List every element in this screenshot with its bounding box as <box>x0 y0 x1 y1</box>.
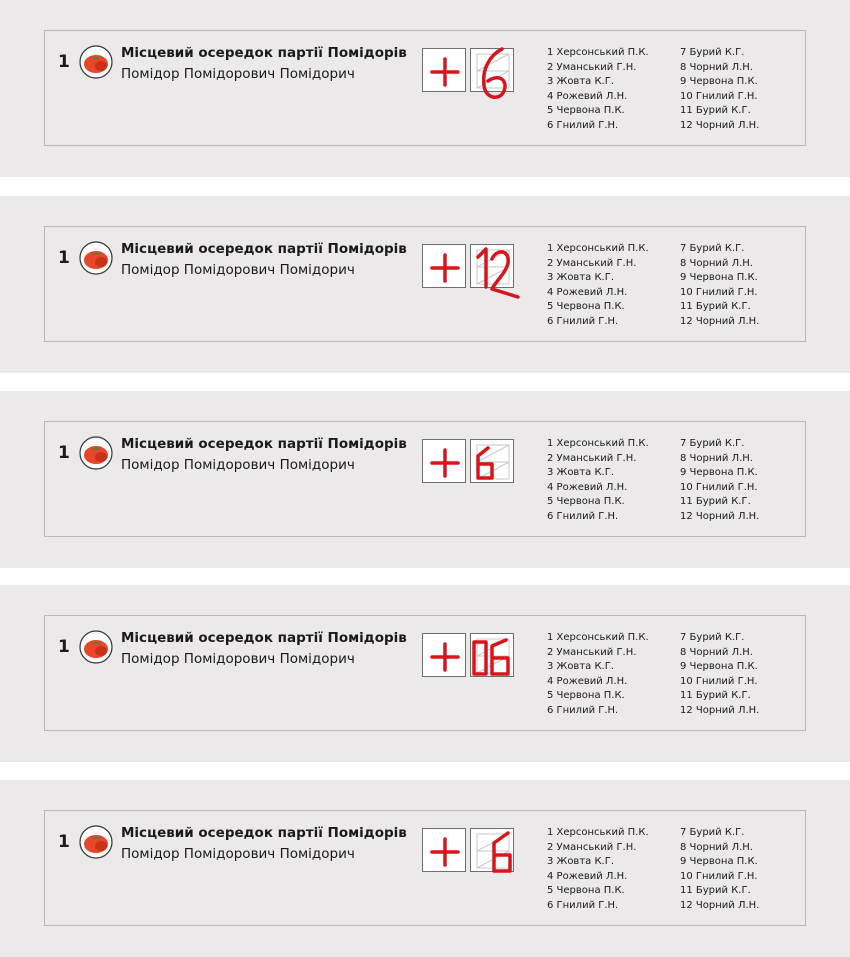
candidate-item: 3 Жовта К.Г. <box>547 272 615 284</box>
ballot-band-2 <box>0 196 850 373</box>
digit-template-grid <box>471 440 515 484</box>
candidate-name: Помідор Помідорович Помідорич <box>121 457 355 473</box>
number-entry-box[interactable] <box>470 244 514 288</box>
candidate-item: 3 Жовта К.Г. <box>547 856 615 868</box>
candidate-item: 9 Червона П.К. <box>680 467 758 479</box>
candidate-list-left <box>547 46 649 134</box>
candidate-item: 1 Херсонський П.К. <box>547 243 649 254</box>
number-entry-box[interactable] <box>470 439 514 483</box>
candidate-list-left <box>547 437 649 525</box>
candidate-item: 7 Бурий К.Г. <box>680 243 745 254</box>
candidate-item: 12 Чорний Л.Н. <box>680 704 760 716</box>
candidate-item: 10 Гнилий Г.Н. <box>680 90 758 102</box>
party-number: 1 <box>58 443 70 463</box>
candidate-item: 8 Чорний Л.Н. <box>680 257 753 269</box>
candidate-item: 12 Чорний Л.Н. <box>680 119 760 131</box>
candidate-item: 1 Херсонський П.К. <box>547 438 649 449</box>
candidate-name: Помідор Помідорович Помідорич <box>121 66 355 82</box>
party-title: Місцевий осередок партії Помідорів <box>121 241 407 257</box>
candidate-item: 7 Бурий К.Г. <box>680 632 745 643</box>
candidate-item: 7 Бурий К.Г. <box>680 438 745 449</box>
candidate-item: 4 Рожевий Л.Н. <box>547 286 628 298</box>
party-title: Місцевий осередок партії Помідорів <box>121 825 407 841</box>
candidate-item: 9 Червона П.К. <box>680 856 758 868</box>
ballot-band-1 <box>0 0 850 177</box>
candidate-item: 5 Червона П.К. <box>547 496 625 508</box>
candidate-name: Помідор Помідорович Помідорич <box>121 651 355 667</box>
candidate-item: 6 Гнилий Г.Н. <box>547 899 619 911</box>
candidate-item: 2 Уманський Г.Н. <box>547 841 637 853</box>
candidate-item: 4 Рожевий Л.Н. <box>547 675 628 687</box>
candidate-item: 10 Гнилий Г.Н. <box>680 481 758 493</box>
candidate-item: 8 Чорний Л.Н. <box>680 61 753 73</box>
candidate-item: 2 Уманський Г.Н. <box>547 452 637 464</box>
candidate-item: 3 Жовта К.Г. <box>547 467 615 479</box>
candidate-item: 3 Жовта К.Г. <box>547 76 615 88</box>
vote-mark-box[interactable] <box>422 244 466 288</box>
candidate-item: 5 Червона П.К. <box>547 690 625 702</box>
ballot-band-3 <box>0 391 850 568</box>
ballot-card <box>44 810 806 926</box>
tomato-icon <box>79 45 113 79</box>
tomato-icon <box>79 825 113 859</box>
candidate-item: 9 Червона П.К. <box>680 272 758 284</box>
candidate-item: 12 Чорний Л.Н. <box>680 899 760 911</box>
candidate-list-right <box>680 242 759 330</box>
vote-mark-box[interactable] <box>422 439 466 483</box>
candidate-item: 6 Гнилий Г.Н. <box>547 510 619 522</box>
tomato-icon <box>79 436 113 470</box>
number-entry-box[interactable] <box>470 828 514 872</box>
digit-template-grid <box>471 49 515 93</box>
ballot-card <box>44 226 806 342</box>
number-entry-box[interactable] <box>470 633 514 677</box>
candidate-name: Помідор Помідорович Помідорич <box>121 846 355 862</box>
candidate-list-right <box>680 437 759 525</box>
party-title: Місцевий осередок партії Помідорів <box>121 436 407 452</box>
candidate-list-left <box>547 631 649 719</box>
candidate-item: 10 Гнилий Г.Н. <box>680 286 758 298</box>
vote-mark-box[interactable] <box>422 828 466 872</box>
candidate-item: 9 Червона П.К. <box>680 661 758 673</box>
ballot-band-5 <box>0 780 850 957</box>
candidate-item: 9 Червона П.К. <box>680 76 758 88</box>
candidate-item: 10 Гнилий Г.Н. <box>680 870 758 882</box>
candidate-item: 8 Чорний Л.Н. <box>680 452 753 464</box>
candidate-item: 11 Бурий К.Г. <box>680 885 751 897</box>
candidate-item: 4 Рожевий Л.Н. <box>547 870 628 882</box>
candidate-item: 7 Бурий К.Г. <box>680 47 745 58</box>
ballot-card <box>44 30 806 146</box>
candidate-item: 6 Гнилий Г.Н. <box>547 704 619 716</box>
candidate-item: 3 Жовта К.Г. <box>547 661 615 673</box>
party-number: 1 <box>58 637 70 657</box>
vote-mark-box[interactable] <box>422 633 466 677</box>
candidate-item: 2 Уманський Г.Н. <box>547 257 637 269</box>
ballot-card <box>44 421 806 537</box>
candidate-item: 1 Херсонський П.К. <box>547 827 649 838</box>
ballot-band-4 <box>0 585 850 762</box>
candidate-list-right <box>680 631 759 719</box>
candidate-item: 5 Червона П.К. <box>547 885 625 897</box>
candidate-item: 1 Херсонський П.К. <box>547 632 649 643</box>
candidate-item: 5 Червона П.К. <box>547 105 625 117</box>
party-title: Місцевий осередок партії Помідорів <box>121 630 407 646</box>
digit-template-grid <box>471 634 515 678</box>
candidate-item: 2 Уманський Г.Н. <box>547 646 637 658</box>
party-number: 1 <box>58 832 70 852</box>
candidate-item: 8 Чорний Л.Н. <box>680 841 753 853</box>
candidate-item: 2 Уманський Г.Н. <box>547 61 637 73</box>
vote-mark-box[interactable] <box>422 48 466 92</box>
candidate-list-right <box>680 46 759 134</box>
candidate-list-left <box>547 242 649 330</box>
number-entry-box[interactable] <box>470 48 514 92</box>
digit-template-grid <box>471 829 515 873</box>
candidate-item: 4 Рожевий Л.Н. <box>547 90 628 102</box>
party-number: 1 <box>58 248 70 268</box>
digit-template-grid <box>471 245 515 289</box>
candidate-item: 12 Чорний Л.Н. <box>680 315 760 327</box>
candidate-item: 11 Бурий К.Г. <box>680 690 751 702</box>
candidate-item: 8 Чорний Л.Н. <box>680 646 753 658</box>
candidate-list-left <box>547 826 649 914</box>
candidate-item: 11 Бурий К.Г. <box>680 496 751 508</box>
party-number: 1 <box>58 52 70 72</box>
candidate-item: 12 Чорний Л.Н. <box>680 510 760 522</box>
candidate-item: 6 Гнилий Г.Н. <box>547 315 619 327</box>
candidate-item: 1 Херсонський П.К. <box>547 47 649 58</box>
candidate-item: 5 Червона П.К. <box>547 301 625 313</box>
candidate-name: Помідор Помідорович Помідорич <box>121 262 355 278</box>
candidate-item: 6 Гнилий Г.Н. <box>547 119 619 131</box>
candidate-item: 4 Рожевий Л.Н. <box>547 481 628 493</box>
candidate-list-right <box>680 826 759 914</box>
party-title: Місцевий осередок партії Помідорів <box>121 45 407 61</box>
candidate-item: 11 Бурий К.Г. <box>680 105 751 117</box>
candidate-item: 11 Бурий К.Г. <box>680 301 751 313</box>
candidate-item: 7 Бурий К.Г. <box>680 827 745 838</box>
candidate-item: 10 Гнилий Г.Н. <box>680 675 758 687</box>
ballot-card <box>44 615 806 731</box>
tomato-icon <box>79 630 113 664</box>
tomato-icon <box>79 241 113 275</box>
